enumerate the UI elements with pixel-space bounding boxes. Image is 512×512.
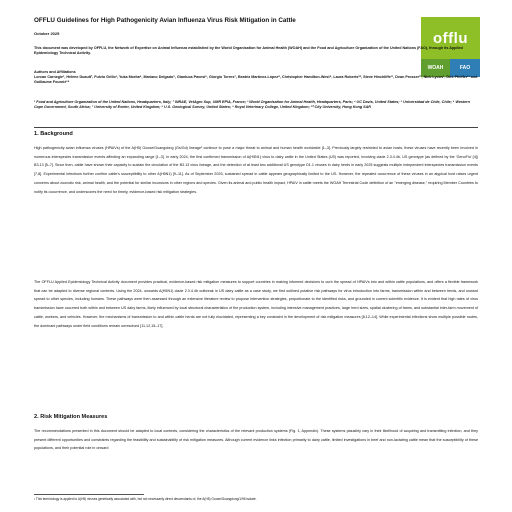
section-divider (34, 127, 478, 128)
intro-paragraph (34, 46, 478, 56)
affiliations-text: ¹ Food and Agriculture Organization of the United Nations, Headquarters, Italy; ² INRAE, VetAgro Sup, UMR EPIA, France; ³ World Organisation for Animal Health, Headquarters, Paris; ⁴ UC Davis, United States; ⁵ Universidad de Chile, Chile; ⁶ Western Cape Government, South Africa; ⁷ University of Exeter, United Kingdom; ⁸ U.S. Geological Survey, United States; ⁹ Royal Veterinary College, United Kingdom; ¹⁰ City University, Hong Kong SAR (34, 100, 470, 110)
authors-section (34, 70, 478, 86)
section-1-paragraph-2 (34, 278, 478, 330)
section-2-paragraph-1 (34, 427, 478, 453)
authors-heading: Authors and Affiliations (34, 70, 76, 74)
section-1-paragraph-1 (34, 144, 478, 196)
footnote-divider (34, 494, 144, 495)
document-date: October 2025 (34, 31, 60, 36)
authors-names: Lorcan Carnegie¹, Hélène Duault², Fulvio Grillo³, Yuka Morita⁴, Mariano Delgado⁵, Gianluca Pavesi⁶, Giorgio Torres⁷, Beatriz Martínez-López⁸, Christopher Hamilton-West⁹, Laura Roberts¹⁰, Steve Hinchliffe¹¹, Dean Prosser¹², Nick Lyons¹, Dirk Pfeiffer¹³ and Guillaume Fournié¹⁴ (34, 75, 478, 85)
intro-text: This document was developed by OFFLU, the Network of Expertise on Animal Influenza established by the World Organisation for Animal Health (WOAH) and the Food and Agriculture Organization of the United Nations (FAO), through its Applied Epidemiology Technical Activity. (34, 46, 463, 56)
section-2-text-1: The recommendations presented in this document should be adapted to local contexts, considering the characteristics of the relevant production systems (Fig. 1, Appendix). These systems plausibly vary in their likelihood of acquiring and transmitting infection, and they present different opportunities and constraints regarding the feasibility and sustainability of risk mitigation measures. Although current evidence links infection primarily to dairy cattle, limited investigations in beef and non-lactating cattle mean that the susceptibility of these populations, and their potential role in onward (34, 429, 478, 451)
section-1-text-1: High pathogenicity avian influenza viruses (HPAIVs) of the A(H5) Goose/Guangdong (Gs/Gd) lineage¹ continue to pose a major threat to animal and human health worldwide [1–3]. Previously largely restricted to avian hosts, these viruses have recently been involved in numerous interspecies transmission events affecting an expanding range [1–3]. In early 2024, the first confirmed transmission of A(H5N1) virus to dairy cattle in the United States (US) was reported, involving clade 2.3.4.4b, US genotype (as defined by the 'GenoFlu' [4]) B3.13 [5–7]. Since then, cattle have shown their capacity to sustain the circulation of the B3.13 virus lineage, and the detection of at least two additional US genotype D1.1 viruses in dairy herds in early 2025 suggests multiple independent interspecies transmission events [7,8]. Experimental infections further confirm cattle's susceptibility to other A(H5N1) [9–11]. As of September 2025, sustained spread in cattle appears geographically limited to the US. However, the repeated occurrence of these viruses in an atypical host raises urgent concerns about zoonotic risk, animal health, and the potential for similar incursions in other regions and species. Given its animal and public health impact, HPAIV in cattle meets the WOAH Terrestrial Code definition of an "emerging disease," requiring Member Countries to notify its occurrence, and underscores the need for timely, evidence-based risk mitigation strategies. (34, 146, 478, 194)
offlu-logo-text: offlu (433, 29, 468, 47)
footnote: ¹ This terminology is applied to A(H5) viruses genetically associated with, but not necessarily direct descendants of, the A(H5) Goose/Guangdong/1/96 isolate. (34, 497, 257, 501)
section-1-text-2: The OFFLU Applied Epidemiology Technical Activity document provides practical, evidence-based risk mitigation measures to support countries in making informed decisions to curb the spread of HPAIVs into and within cattle populations, and offers a flexible framework that can be adapted to diverse regional contexts. Using the 2024- onwards A(H5N1) clade 2.3.4.4b outbreak in US dairy cattle as a case study, we first outlined putative risk pathways for virus introduction into farms, transmission within and between herds, and onward spread to other species, including humans. These pathways were then assessed through an extensive literature review to propose intervention strategies, proportionate to the identified risks, and grounded in current scientific evidence. It is evident that high rates of virus transmission have occurred both within and between US dairy farms, likely influenced by local structural characteristics of the production system, including intensive management practices, large herd sizes, spatial clustering of farms, and substantial inter-farm movement of cattle, workers, and vehicles. However, the mechanisms of transmission to and within cattle herds are not fully elucidated, representing a key constraint in the development of risk mitigation measures [8,12–14]. While experimental infections show multiple possible routes, the dominant pathways under field conditions remain unresolved [11,12,15–17]. (34, 280, 478, 328)
woah-logo-text: WOAH (421, 59, 450, 77)
affiliations (34, 100, 478, 110)
section-1-heading: 1. Background (34, 131, 73, 137)
document-title: OFFLU Guidelines for High Pathogenicity Avian Influenza Virus Risk Mitigation in Cattle (34, 17, 296, 24)
fao-logo-text: FAO (450, 59, 480, 77)
section-2-heading: 2. Risk Mitigation Measures (34, 414, 108, 420)
